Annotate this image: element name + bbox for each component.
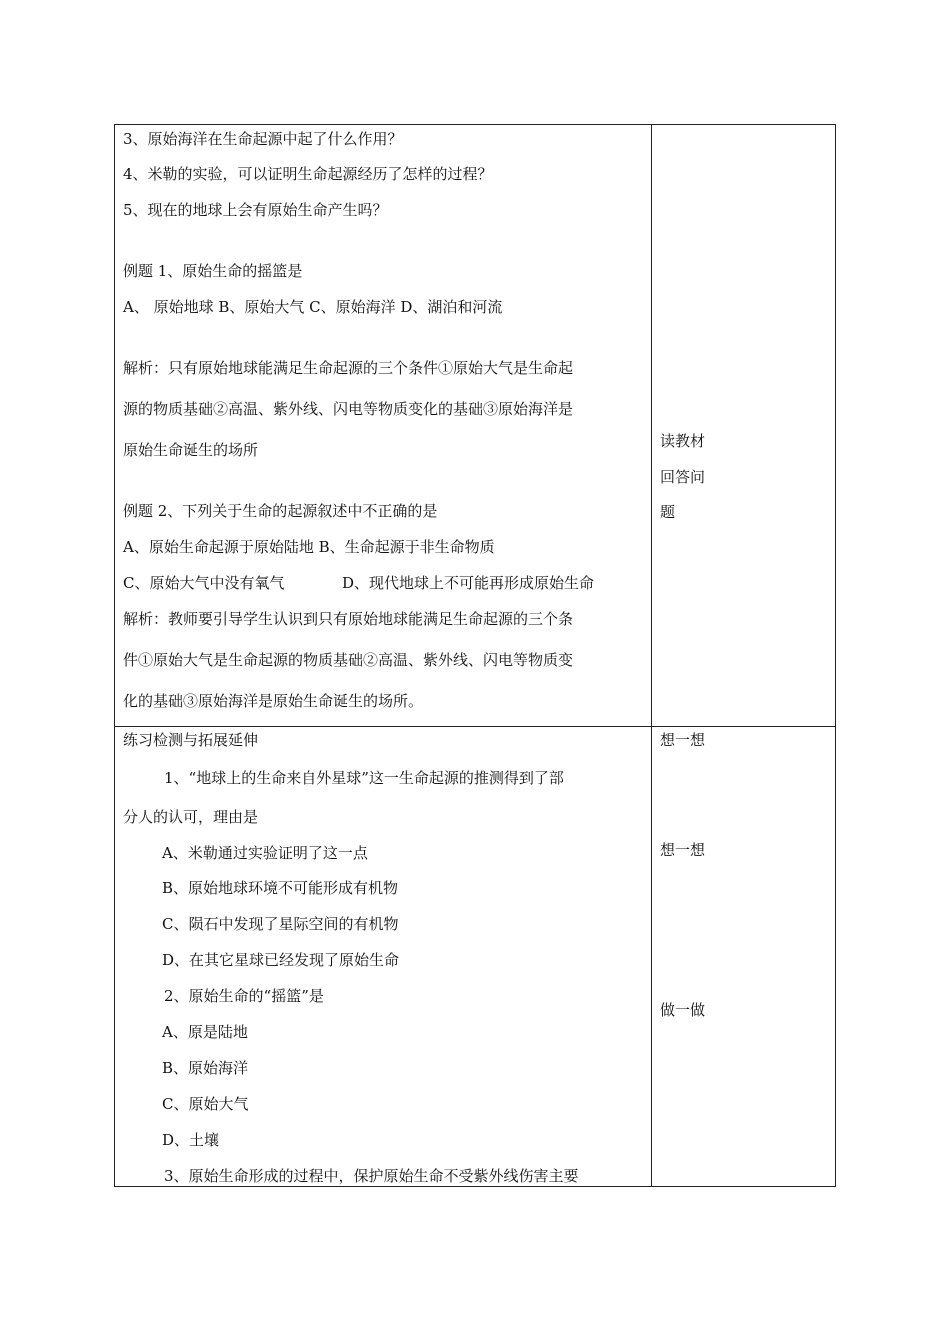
question-5: 5、现在的地球上会有原始生命产生吗？: [123, 201, 388, 219]
side-note: 题: [660, 503, 676, 521]
exercise-1-option: B、原始地球环境不可能形成有机物: [162, 879, 399, 897]
example2-stem: 例题 2、下列关于生命的起源叙述中不正确的是: [123, 502, 438, 520]
exercise-2-option: B、原始海洋: [162, 1059, 249, 1077]
side-note: 想一想: [660, 731, 706, 749]
example1-analysis-line: 原始生命诞生的场所: [123, 441, 259, 459]
side-note: 读教材: [660, 432, 706, 450]
example2-option-ab: A、原始生命起源于原始陆地 B、生命起源于非生命物质: [123, 538, 495, 556]
question-3: 3、原始海洋在生命起源中起了什么作用？: [123, 130, 403, 148]
example2-option-c: C、原始大气中没有氧气: [123, 574, 285, 592]
example2-analysis-line: 解析：教师要引导学生认识到只有原始地球能满足生命起源的三个条: [123, 610, 574, 628]
exercise-2-option: A、原是陆地: [162, 1023, 248, 1041]
example1-stem: 例题 1、原始生命的摇篮是: [123, 262, 303, 280]
exercise-2-option: D、土壤: [162, 1131, 220, 1149]
question-4: 4、米勒的实验，可以证明生命起源经历了怎样的过程？: [123, 165, 493, 183]
exercise-2-stem: 2、原始生命的“摇篮”是: [164, 987, 324, 1005]
example1-options: A、 原始地球 B、原始大气 C、原始海洋 D、湖泊和河流: [123, 298, 503, 316]
exercise-1-option: A、米勒通过实验证明了这一点: [162, 844, 368, 862]
exercise-1-option: D、在其它星球已经发现了原始生命: [162, 951, 400, 969]
example1-analysis-line: 源的物质基础②高温、紫外线、闪电等物质变化的基础③原始海洋是: [123, 400, 574, 418]
column-divider: [651, 125, 652, 1186]
row-divider: [115, 726, 835, 727]
example2-option-d: D、现代地球上不可能再形成原始生命: [342, 574, 595, 592]
example2-analysis-line: 化的基础③原始海洋是原始生命诞生的场所。: [123, 692, 424, 710]
section-heading: 练习检测与拓展延伸: [123, 731, 259, 749]
side-note: 回答问: [660, 468, 706, 486]
exercise-3-stem: 3、原始生命形成的过程中，保护原始生命不受紫外线伤害主要: [164, 1167, 579, 1185]
exercise-1-stem-cont: 分人的认可，理由是: [123, 808, 259, 826]
side-note: 想一想: [660, 841, 706, 859]
exercise-1-option: C、陨石中发现了星际空间的有机物: [162, 915, 399, 933]
exercise-1-stem: 1、“地球上的生命来自外星球”这一生命起源的推测得到了部: [164, 769, 564, 787]
side-note: 做一做: [660, 1001, 706, 1019]
example1-analysis-line: 解析：只有原始地球能满足生命起源的三个条件①原始大气是生命起: [123, 359, 574, 377]
exercise-2-option: C、原始大气: [162, 1095, 249, 1113]
example2-analysis-line: 件①原始大气是生命起源的物质基础②高温、紫外线、闪电等物质变: [123, 651, 574, 669]
lesson-table: [114, 124, 836, 1187]
